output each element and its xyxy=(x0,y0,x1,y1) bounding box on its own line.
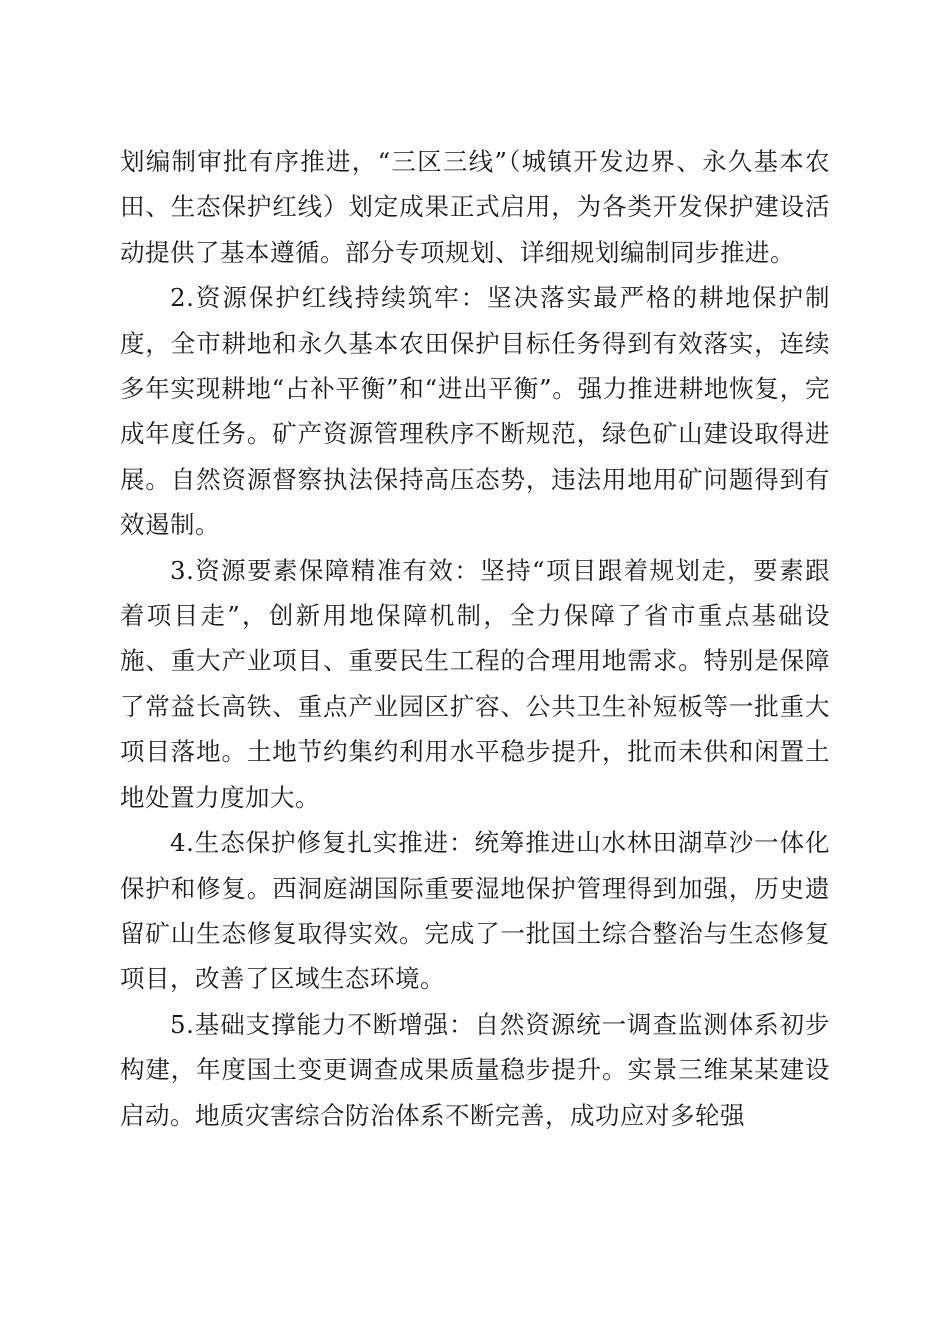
paragraph-ecological-restoration: 4.生态保护修复扎实推进：统筹推进山水林田湖草沙一体化保护和修复。西洞庭湖国际重要湿地保护管理得到加强，历史遗留矿山生态修复取得实效。完成了一批国土综合整治与生态修复项目，改善了区域生态环境。 xyxy=(120,828,830,994)
paragraph-basic-support: 5.基础支撑能力不断增强：自然资源统一调查监测体系初步构建，年度国土变更调查成果质量稳步提升。实景三维某某建设启动。地质灾害综合防治体系不断完善，成功应对多轮强 xyxy=(120,1009,830,1130)
paragraph-resource-protection: 2.资源保护红线持续筑牢：坚决落实最严格的耕地保护制度，全市耕地和永久基本农田保护目标任务得到有效落实，连续多年实现耕地“占补平衡”和“进出平衡”。强力推进耕地恢复，完成年度任务。矿产资源管理秩序不断规范，绿色矿山建设取得进展。自然资源督察执法保持高压态势，违法用地用矿问题得到有效遏制。 xyxy=(120,283,830,540)
paragraph-resource-guarantee: 3.资源要素保障精准有效：坚持“项目跟着规划走，要素跟着项目走”，创新用地保障机制，全力保障了省市重点基础设施、重大产业项目、重要民生工程的合理用地需求。特别是保障了常益长高铁、重点产业园区扩容、公共卫生补短板等一批重大项目落地。土地节约集约利用水平稳步提升，批而未供和闲置土地处置力度加大。 xyxy=(120,555,830,812)
document-body xyxy=(120,139,830,1138)
paragraph-continuation: 划编制审批有序推进，“三区三线”（城镇开发边界、永久基本农田、生态保护红线）划定成果正式启用，为各类开发保护建设活动提供了基本遵循。部分专项规划、详细规划编制同步推进。 xyxy=(120,147,830,267)
